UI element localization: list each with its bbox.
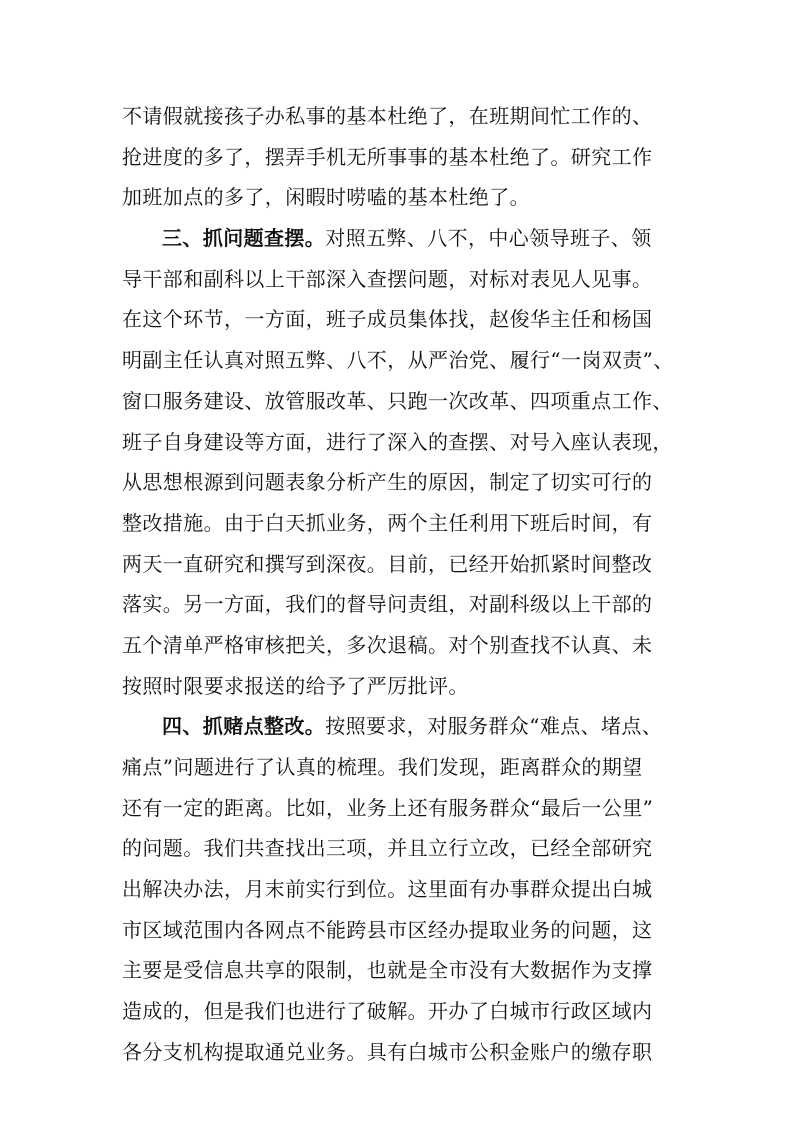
paragraph-3-line: 还有一定的距离。比如，业务上还有服务群众“最后一公里”: [122, 795, 654, 820]
paragraph-2-line: 导干部和副科以上干部深入查摆问题，对标对表见人见事。: [122, 266, 653, 291]
paragraph-3-line: 痛点”问题进行了认真的梳理。我们发现，距离群众的期望: [122, 755, 643, 779]
paragraph-2-line: 班子自身建设等方面，进行了深入的查摆、对号入座认表现，: [122, 429, 673, 454]
paragraph-2-line: 五个清单严格审核把关，多次退稿。对个别查找不认真、未: [122, 632, 653, 657]
paragraph-1-line: 加班加点的多了，闲暇时唠嗑的基本杜绝了。: [122, 185, 530, 210]
paragraph-2-line: 两天一直研究和撰写到深夜。目前，已经开始抓紧时间整改: [122, 551, 653, 576]
paragraph-3-line: 各分支机构提取通兑业务。具有白城市公积金账户的缴存职: [122, 1039, 653, 1064]
paragraph-3-line: 出解决办法，月末前实行到位。这里面有办事群众提出白城: [122, 877, 653, 902]
section-heading-4: 四、抓赌点整改。: [162, 714, 326, 739]
document-body: [122, 96, 682, 1073]
paragraph-2-line: 在这个环节，一方面，班子成员集体找，赵俊华主任和杨国: [122, 307, 653, 332]
paragraph-2-line: 整改措施。由于白天抓业务，两个主任利用下班后时间，有: [122, 510, 653, 535]
paragraph-1-line: 不请假就接孩子办私事的基本杜绝了，在班期间忙工作的、: [122, 104, 653, 128]
paragraph-3-line: 的问题。我们共查找出三项，并且立行立改，已经全部研究: [122, 836, 653, 861]
paragraph-2-line: 按照时限要求报送的给予了严厉批评。: [122, 673, 469, 698]
paragraph-2-line: 落实。另一方面，我们的督导问责组，对副科级以上干部的: [122, 592, 653, 617]
paragraph-2-line: 窗口服务建设、放管服改革、只跑一次改革、四项重点工作、: [122, 388, 673, 413]
paragraph-3-first-line-text: 按照要求，对服务群众“难点、堵点、: [325, 714, 663, 739]
paragraph-2-line: 从思想根源到问题表象分析产生的原因，制定了切实可行的: [122, 470, 653, 495]
section-heading-3: 三、抓问题查摆。: [162, 226, 326, 251]
paragraph-3-first-line: [122, 706, 682, 747]
paragraph-2-line: 明副主任认真对照五弊、八不，从严治党、履行“一岗双责”、: [122, 348, 674, 373]
paragraph-2-first-line-text: 对照五弊、八不，中心领导班子、领: [325, 226, 652, 251]
paragraph-1-line: 抢进度的多了，摆弄手机无所事事的基本杜绝了。研究工作: [122, 144, 653, 169]
paragraph-3-line: 主要是受信息共享的限制，也就是全市没有大数据作为支撑: [122, 958, 653, 983]
paragraph-2-first-line: [122, 218, 682, 259]
paragraph-3-line: 造成的，但是我们也进行了破解。开办了白城市行政区域内: [122, 999, 653, 1024]
paragraph-3-line: 市区域范围内各网点不能跨县市区经办提取业务的问题，这: [122, 917, 653, 942]
